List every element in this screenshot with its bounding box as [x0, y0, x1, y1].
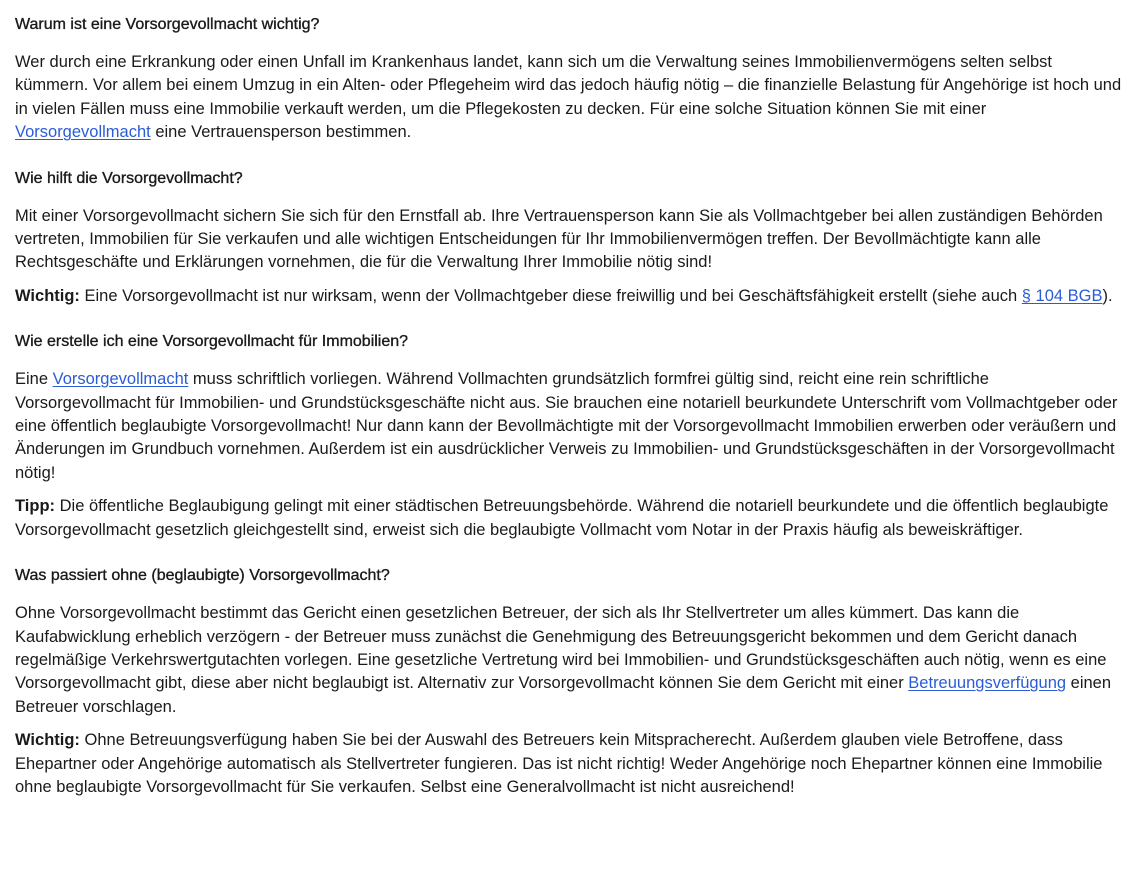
paragraph-text: Wer durch eine Erkrankung oder einen Unfall im Krankenhaus landet, kann sich um die Verwaltung seines Immobilienvermögens selten selbst kümmern. Vor allem bei einem Umzug in ein Alten- oder Pflegeheim wird das jedoch häufig nötig – die finanzielle Belastung für Angehörige ist hoch und in vielen Fällen muss eine Immobilie verkauft werden, um die Pflegekosten zu decken. Für eine solche Situation können Sie mit einer — [15, 53, 1122, 118]
section-paragraph — [15, 602, 1124, 719]
tip-label: Tipp: — [15, 497, 56, 516]
paragraph-text: Eine — [15, 370, 53, 389]
important-note — [15, 285, 1124, 308]
important-label: Wichtig: — [15, 731, 80, 750]
section-paragraph — [15, 368, 1124, 485]
section-heading-why-important: Warum ist eine Vorsorgevollmacht wichtig? — [15, 16, 320, 33]
important-note — [15, 729, 1124, 799]
section-paragraph: Mit einer Vorsorgevollmacht sichern Sie sich für den Ernstfall ab. Ihre Vertrauensperson kann Sie als Vollmachtgeber bei allen zuständigen Behörden vertreten, Immobilien für Sie verkaufen und alle wichtigen Entscheidungen für Ihr Immobilienvermögen treffen. Der Bevollmächtigte kann alle Rechtsgeschäfte und Erklärungen vornehmen, die für die Verwaltung Ihrer Immobilie nötig sind! — [15, 206, 1103, 272]
important-label: Wichtig: — [15, 286, 80, 305]
section-heading-how-it-helps: Wie hilft die Vorsorgevollmacht? — [15, 169, 243, 187]
paragraph-text: eine Vertrauensperson bestimmen. — [150, 123, 412, 142]
paragraph-text: Die öffentliche Beglaubigung gelingt mit einer städtischen Betreuungsbehörde. Während die notariell beurkundete und die öffentlich beglaubigte Vorsorgevollmacht gesetzlich gleichgestellt sind, erweist sich die beglaubigte Vollmacht vom Notar in der Praxis häufig als beweiskräftiger. — [15, 497, 1109, 539]
bgb-104-link[interactable]: § 104 BGB — [1021, 286, 1103, 305]
paragraph-text: einen Betreuer vorschlagen. — [15, 674, 1112, 716]
section-paragraph — [15, 51, 1124, 145]
section-heading-without-poa: Was passiert ohne (beglaubigte) Vorsorgevollmacht? — [15, 567, 390, 585]
paragraph-text: ). — [1102, 286, 1113, 305]
paragraph-text: Ohne Betreuungsverfügung haben Sie bei der Auswahl des Betreuers kein Mitspracherecht. Außerdem glauben viele Betroffene, dass Ehepartner oder Angehörige automatisch als Stellvertreter fungieren. Das ist nicht richtig! Weder Angehörige noch Ehepartner können eine Immobilie ohne beglaubigte Vorsorgevollmacht für Sie verkaufen. Selbst eine Generalvollmacht ist nicht ausreichend! — [15, 731, 1103, 796]
betreuungsverfuegung-link[interactable]: Betreuungsverfügung — [908, 674, 1067, 693]
section-heading-how-to-create: Wie erstelle ich eine Vorsorgevollmacht für Immobilien? — [15, 333, 409, 351]
paragraph-text: Ohne Vorsorgevollmacht bestimmt das Gericht einen gesetzlichen Betreuer, der sich als Ihr Stellvertreter um alles kümmert. Das kann die Kaufabwicklung erheblich verzögern - der Betreuer muss zunächst die Genehmigung des Betreuungsgericht bekommen und dem Gericht danach regelmäßige Verkehrswertgutachten vorlegen. Eine gesetzliche Vertretung wird bei Immobilien- und Grundstücksgeschäften auch nötig, wenn es eine Vorsorgevollmacht gibt, diese aber nicht beglaubigt ist. Alternativ zur Vorsorgevollmacht können Sie dem Gericht mit einer — [15, 604, 1107, 693]
vorsorgevollmacht-link[interactable]: Vorsorgevollmacht — [52, 370, 189, 389]
paragraph-text: Eine Vorsorgevollmacht ist nur wirksam, wenn der Vollmachtgeber diese freiwillig und bei Geschäftsfähigkeit erstellt (siehe auch — [79, 286, 1022, 305]
paragraph-text: muss schriftlich vorliegen. Während Vollmachten grundsätzlich formfrei gültig sind, reicht eine rein schriftliche Vorsorgevollmacht für Immobilien- und Grundstücksgeschäfte nicht aus. Sie brauchen eine notariell beurkundete Unterschrift vom Vollmachtgeber oder eine öffentlich beglaubigte Vorsorgevollmacht! Nur dann kann der Bevollmächtigte mit der Vorsorgevollmacht Immobilien erwerben oder veräußern und Änderungen im Grundbuch vornehmen. Außerdem ist ein ausdrücklicher Verweis zu Immobilien- und Grundstücksgeschäften in der Vorsorgevollmacht nötig! — [15, 370, 1118, 482]
vorsorgevollmacht-link[interactable]: Vorsorgevollmacht — [15, 123, 151, 142]
tip-note — [15, 495, 1124, 542]
